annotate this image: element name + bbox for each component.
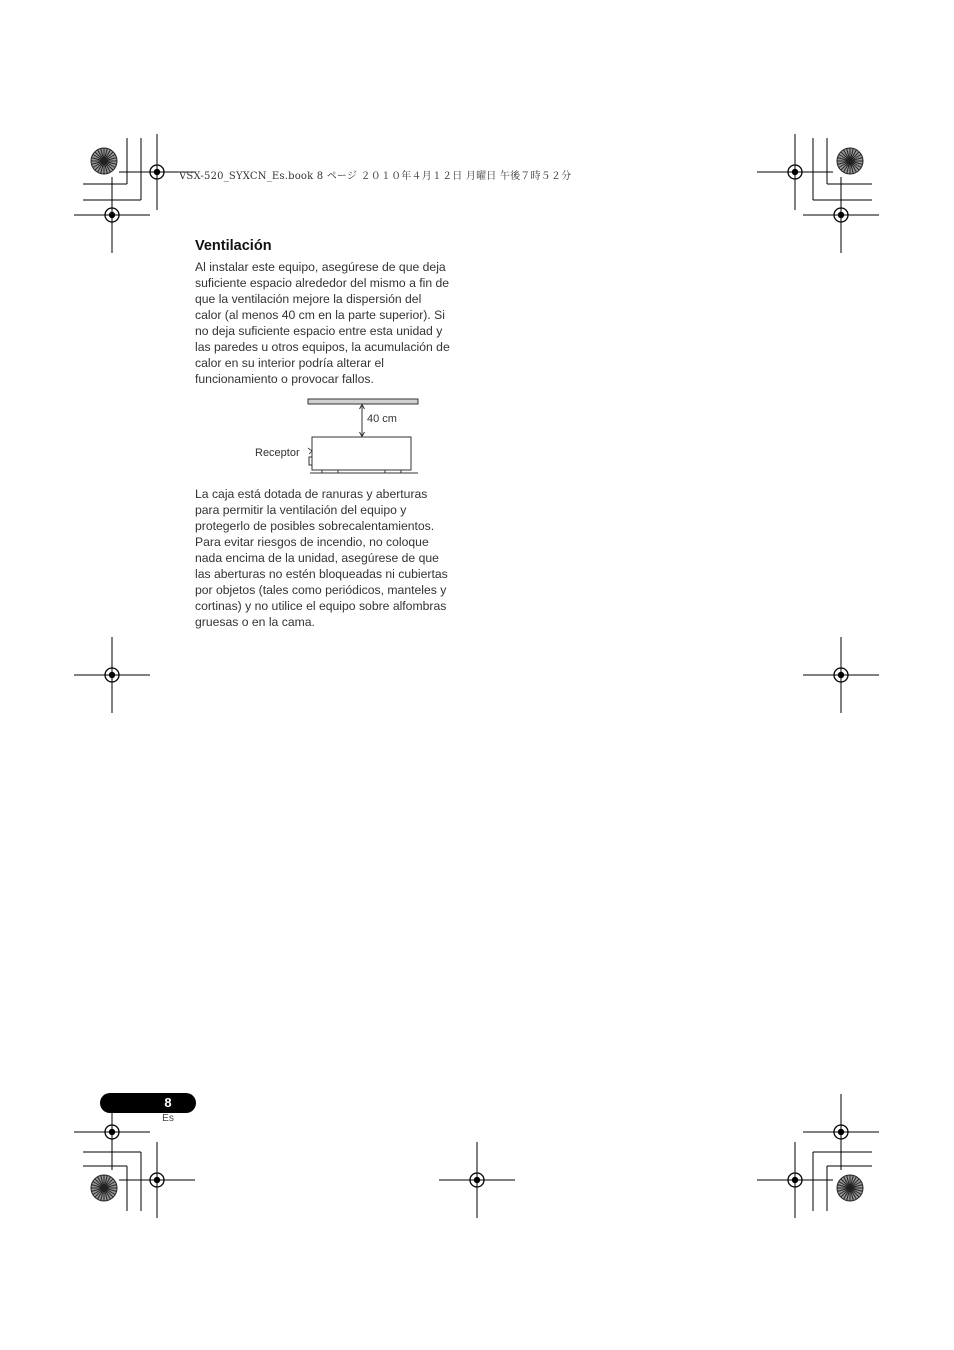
clearance-label: 40 cm xyxy=(367,413,397,425)
registration-crosshair-icon xyxy=(757,1142,833,1218)
registration-crosshair-icon xyxy=(119,1142,195,1218)
text-line: calor en su interior podría alterar el xyxy=(195,356,385,370)
text-line: gruesas o en la cama. xyxy=(195,615,315,629)
text-line: protegerlo de posibles sobrecalentamientos. xyxy=(195,519,435,533)
text-line: nada encima de la unidad, asegúrese de que xyxy=(195,551,439,565)
starburst-target-icon xyxy=(837,148,863,174)
text-line: La caja está dotada de ranuras y aberturas xyxy=(195,487,428,501)
text-line: las aberturas no estén bloqueadas ni cubiertas xyxy=(195,567,448,581)
starburst-target-icon xyxy=(91,148,117,174)
paragraph-ventilation-safety xyxy=(195,486,470,630)
registration-crosshair-icon xyxy=(439,1142,515,1218)
page-language-code: Es xyxy=(162,1113,174,1124)
receiver-body xyxy=(312,437,411,470)
text-line: que la ventilación mejore la dispersión del xyxy=(195,292,422,306)
text-line: Para evitar riesgos de incendio, no coloque xyxy=(195,535,429,549)
registration-crosshair-icon xyxy=(74,177,150,253)
section-title: Ventilación xyxy=(195,238,272,254)
print-header-info: VSX-520_SYXCN_Es.book 8 ページ ２０１０年４月１２日 月曜日 午後７時５２分 xyxy=(179,171,572,182)
label-leader-line xyxy=(308,448,312,454)
starburst-target-icon xyxy=(91,1175,117,1201)
text-line: Al instalar este equipo, asegúrese de que deja xyxy=(195,260,446,274)
page-number: 8 xyxy=(164,1095,172,1110)
receiver-front-knob xyxy=(309,457,312,465)
text-line: no deja suficiente espacio entre esta unidad y xyxy=(195,324,443,338)
registration-crosshair-icon xyxy=(803,637,879,713)
starburst-target-icon xyxy=(837,1175,863,1201)
registration-crosshair-icon xyxy=(757,134,833,210)
ventilation-clearance-diagram xyxy=(250,395,430,480)
text-line: funcionamiento o provocar fallos. xyxy=(195,372,374,386)
text-line: calor (al menos 40 cm en la parte superior). Si xyxy=(195,308,445,322)
text-line: para permitir la ventilación del equipo y xyxy=(195,503,407,517)
receiver-label: Receptor xyxy=(255,447,300,459)
ceiling-shelf xyxy=(308,399,418,404)
registration-crosshair-icon xyxy=(803,1094,879,1170)
text-line: las paredes u otros equipos, la acumulación de xyxy=(195,340,450,354)
registration-crosshair-icon xyxy=(74,637,150,713)
registration-crosshair-icon xyxy=(803,177,879,253)
text-line: por objetos (tales como periódicos, manteles y xyxy=(195,583,447,597)
paragraph-ventilation-intro xyxy=(195,259,470,387)
text-line: cortinas) y no utilice el equipo sobre alfombras xyxy=(195,599,447,613)
text-line: suficiente espacio alrededor del mismo a fin de xyxy=(195,276,450,290)
